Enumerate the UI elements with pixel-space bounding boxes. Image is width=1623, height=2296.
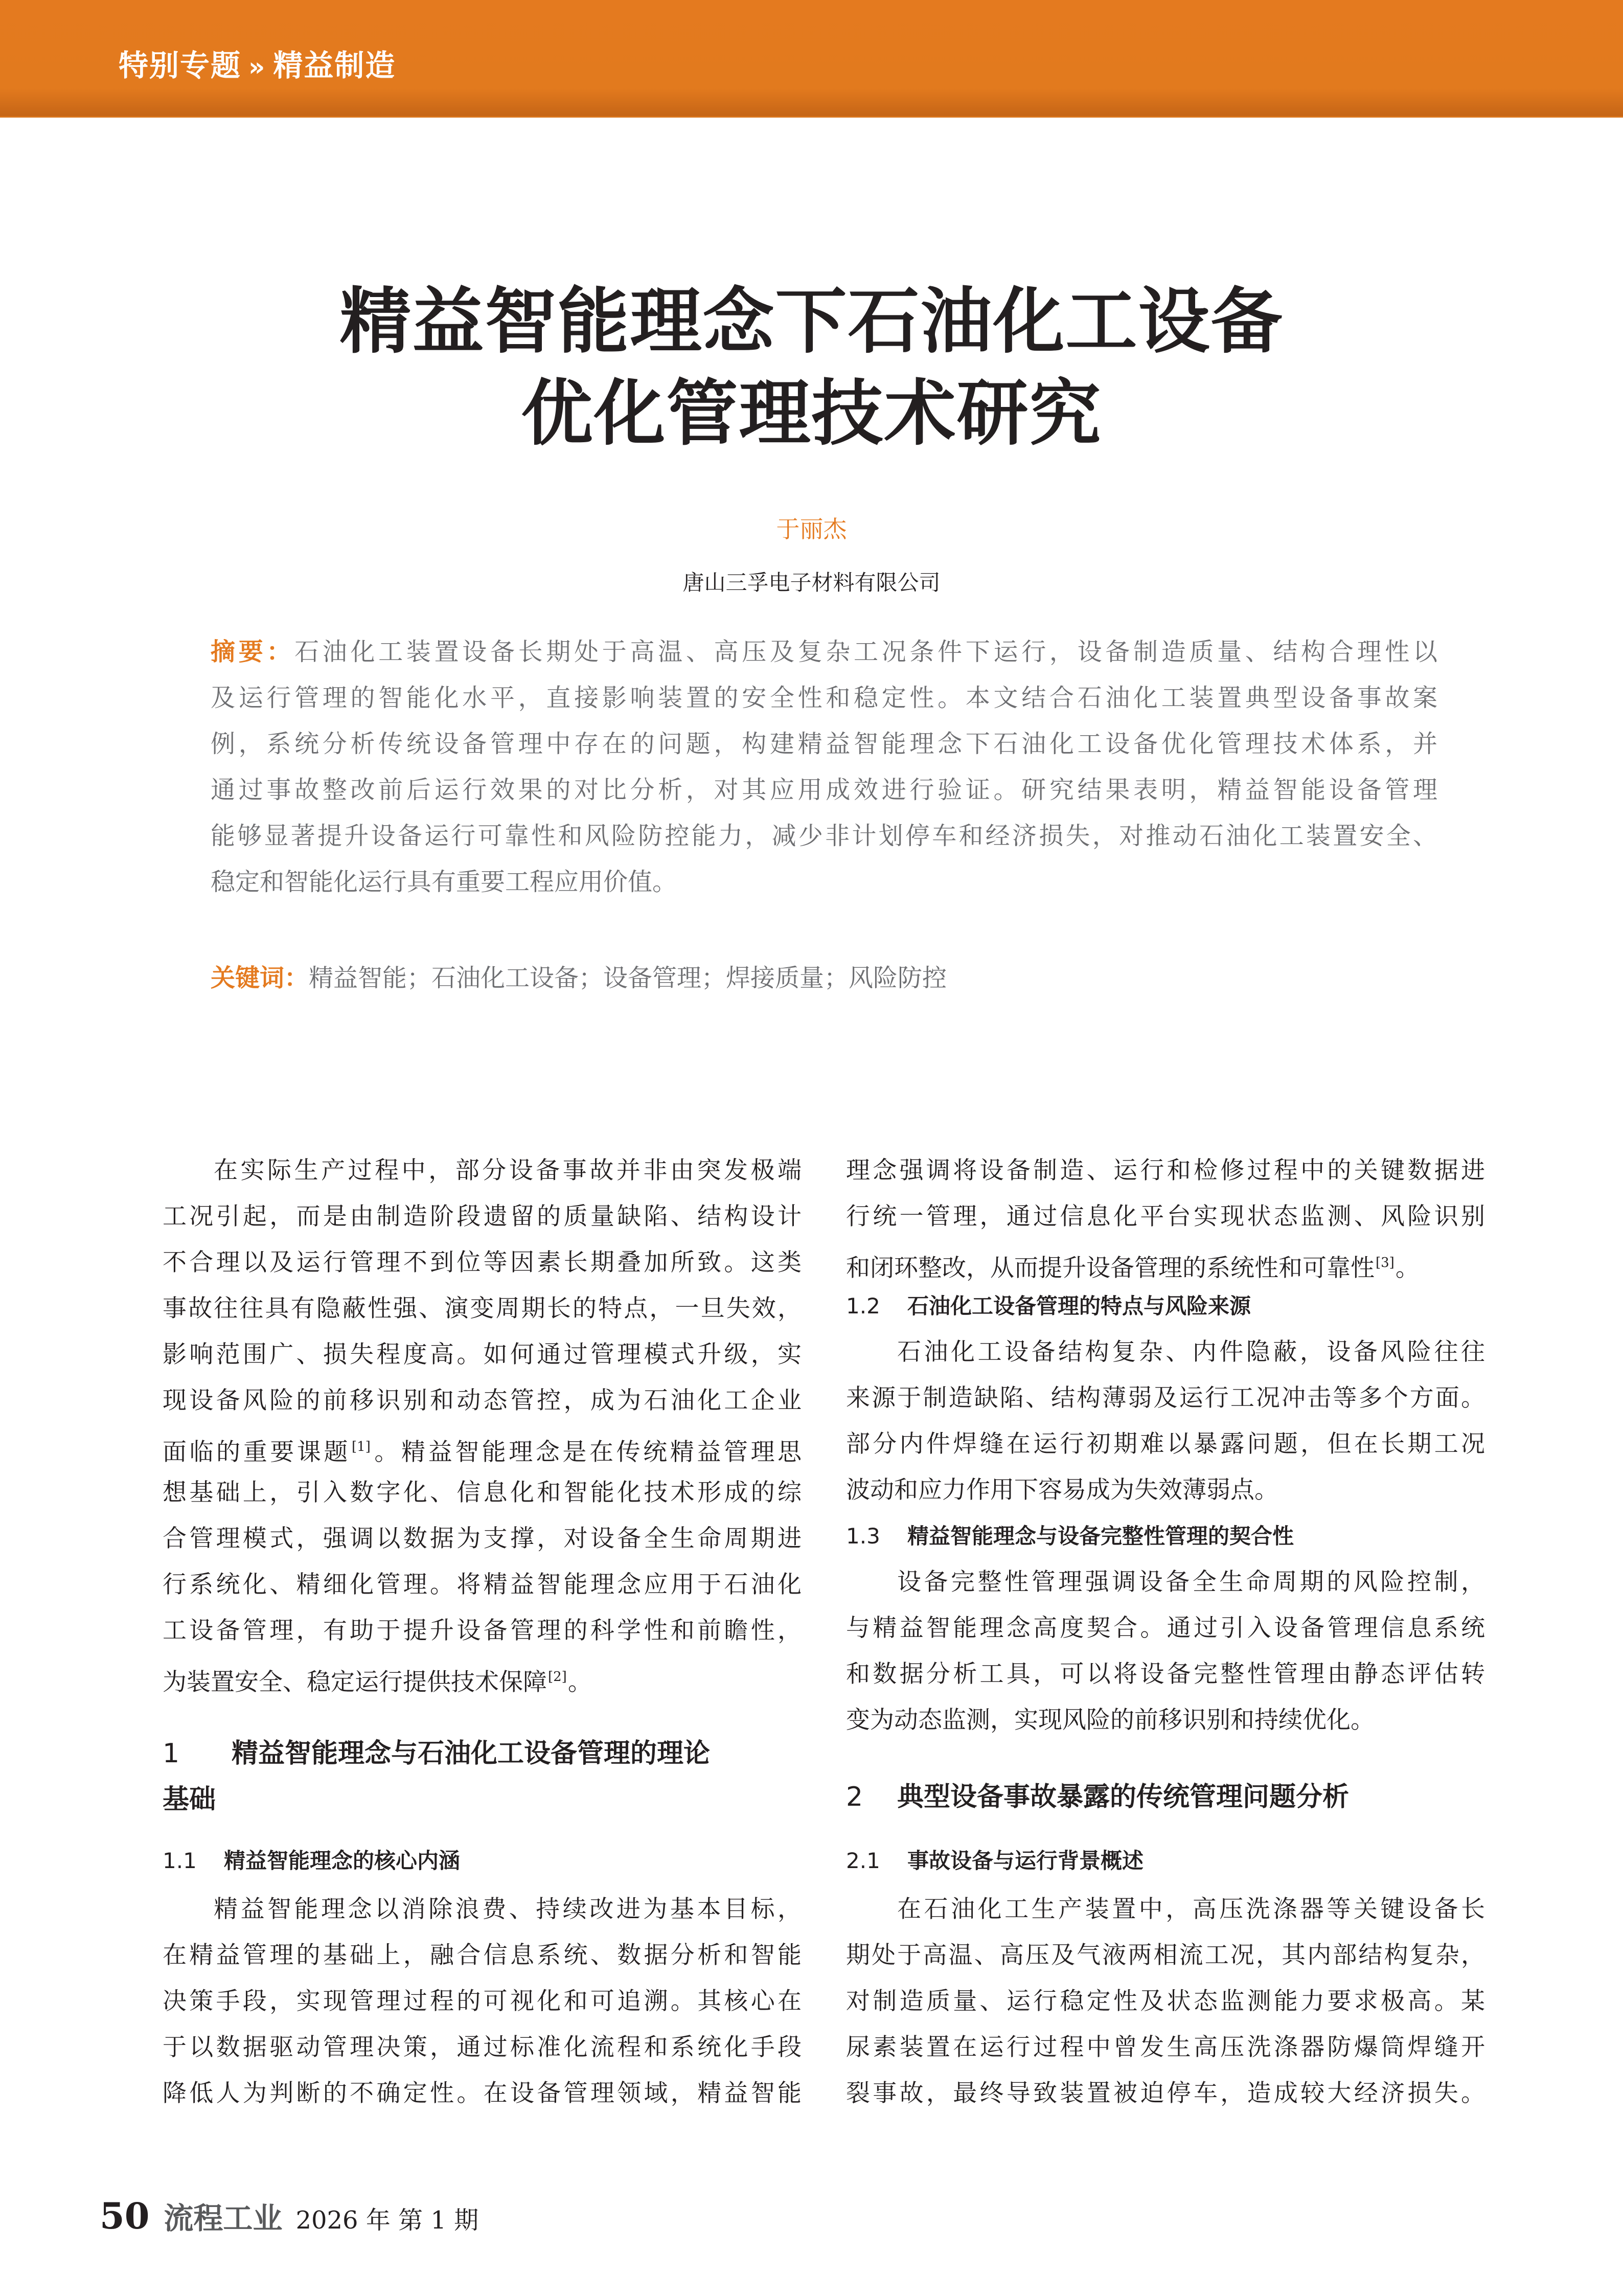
citation-1[interactable]: [1] <box>352 1439 371 1454</box>
keywords-line <box>211 955 1437 1001</box>
body-line: 裂事故，最终导致装置被迫停车，造成较大经济损失。 <box>846 2079 1485 2107</box>
body-line: 降低人为判断的不确定性。在设备管理领域，精益智能 <box>163 2079 802 2107</box>
body-line: 石油化工设备结构复杂、内件隐蔽，设备风险往往 <box>897 1338 1485 1366</box>
body-line-with-citation <box>846 1240 1485 1286</box>
abstract-text: 石油化工装置设备长期处于高温、高压及复杂工况条件下运行，设备制造质量、结构合理性以 <box>294 638 1437 666</box>
section-title: 典型设备事故暴露的传统管理问题分析 <box>897 1782 1350 1812</box>
subsection-title: 精益智能理念与设备完整性管理的契合性 <box>907 1524 1294 1549</box>
subsection-title: 精益智能理念的核心内涵 <box>224 1848 461 1873</box>
breadcrumb-separator-icon: » <box>248 52 266 82</box>
body-text: 。 <box>1395 1254 1420 1282</box>
section-title: 精益智能理念与石油化工设备管理的理论 <box>232 1738 711 1769</box>
page-footer <box>100 2196 478 2237</box>
body-line: 于以数据驱动管理决策，通过标准化流程和系统化手段 <box>163 2033 802 2061</box>
section-heading-1 <box>163 1731 710 1777</box>
page-number: 50 <box>100 2195 150 2237</box>
body-line: 想基础上，引入数字化、信息化和智能化技术形成的综 <box>163 1479 802 1507</box>
body-line: 行系统化、精细化管理。将精益智能理念应用于石油化 <box>163 1571 802 1599</box>
section-breadcrumb <box>119 47 396 84</box>
author-affiliation: 唐山三孚电子材料有限公司 <box>682 570 941 595</box>
body-line: 工况引起，而是由制造阶段遗留的质量缺陷、结构设计 <box>163 1202 802 1231</box>
section-heading-1-continued: 基础 <box>163 1784 216 1815</box>
body-text: 和闭环整改，从而提升设备管理的系统性和可靠性 <box>846 1254 1375 1282</box>
section-label: 特别专题 <box>119 48 242 83</box>
body-line: 来源于制造缺陷、结构薄弱及运行工况冲击等多个方面。 <box>846 1384 1485 1412</box>
body-line: 设备完整性管理强调设备全生命周期的风险控制， <box>897 1568 1485 1596</box>
body-line-with-citation <box>163 1654 802 1700</box>
body-line: 部分内件焊缝在运行初期难以暴露问题，但在长期工况 <box>846 1430 1485 1458</box>
body-text: 为装置安全、稳定运行提供技术保障 <box>163 1668 547 1696</box>
subsection-number: 1.3 <box>846 1524 880 1549</box>
body-line: 对制造质量、运行稳定性及状态监测能力要求极高。某 <box>846 1987 1485 2015</box>
abstract-line: 例，系统分析传统设备管理中存在的问题，构建精益智能理念下石油化工设备优化管理技术体系，并 <box>211 730 1437 758</box>
body-line: 行统一管理，通过信息化平台实现状态监测、风险识别 <box>846 1202 1485 1231</box>
keywords-label: 关键词： <box>211 964 309 992</box>
keywords-text: 精益智能；石油化工设备；设备管理；焊接质量；风险防控 <box>309 964 947 992</box>
body-line: 期处于高温、高压及气液两相流工况，其内部结构复杂， <box>846 1941 1485 1969</box>
body-line: 合管理模式，强调以数据为支撑，对设备全生命周期进 <box>163 1525 802 1553</box>
topic-label: 精益制造 <box>273 48 396 83</box>
body-line: 和数据分析工具，可以将设备完整性管理由静态评估转 <box>846 1660 1485 1688</box>
subsection-title: 石油化工设备管理的特点与风险来源 <box>907 1293 1251 1319</box>
subsection-heading-2-1 <box>846 1840 1144 1881</box>
section-heading-2 <box>846 1774 1349 1820</box>
subsection-title: 事故设备与运行背景概述 <box>907 1848 1144 1873</box>
section-number: 1 <box>163 1738 180 1769</box>
abstract-line: 及运行管理的智能化水平，直接影响装置的安全性和稳定性。本文结合石油化工装置典型设备事故案 <box>211 684 1437 712</box>
subsection-heading-1-2 <box>846 1286 1251 1327</box>
subsection-number: 1.2 <box>846 1293 880 1319</box>
section-header-band <box>0 0 1623 118</box>
abstract-line <box>211 629 1437 675</box>
article-title-line-2: 优化管理技术研究 <box>521 372 1102 456</box>
body-line: 波动和应力作用下容易成为失效薄弱点。 <box>846 1476 1278 1504</box>
citation-3[interactable]: [3] <box>1376 1255 1395 1270</box>
body-line: 在石油化工生产装置中，高压洗涤器等关键设备长 <box>897 1895 1485 1923</box>
body-line: 影响范围广、损失程度高。如何通过管理模式升级，实 <box>163 1340 802 1369</box>
issue-info: 2026 年 第 1 期 <box>295 2206 479 2235</box>
subsection-heading-1-3 <box>846 1516 1294 1557</box>
body-line: 尿素装置在运行过程中曾发生高压洗涤器防爆筒焊缝开 <box>846 2033 1485 2061</box>
body-text: 面临的重要课题 <box>163 1438 351 1466</box>
subsection-number: 1.1 <box>163 1848 197 1873</box>
body-line-with-citation <box>163 1424 802 1470</box>
abstract-line: 通过事故整改前后运行效果的对比分析，对其应用成效进行验证。研究结果表明，精益智能设备管理 <box>211 776 1437 804</box>
section-number: 2 <box>846 1782 863 1812</box>
body-line: 事故往往具有隐蔽性强、演变周期长的特点，一旦失效， <box>163 1294 802 1323</box>
body-line: 现设备风险的前移识别和动态管控，成为石油化工企业 <box>163 1386 802 1415</box>
body-line: 在实际生产过程中，部分设备事故并非由突发极端 <box>214 1156 802 1185</box>
body-line: 变为动态监测，实现风险的前移识别和持续优化。 <box>846 1706 1375 1734</box>
author-name: 于丽杰 <box>776 515 847 543</box>
body-line: 在精益管理的基础上，融合信息系统、数据分析和智能 <box>163 1941 802 1969</box>
citation-2[interactable]: [2] <box>548 1669 567 1685</box>
body-line: 决策手段，实现管理过程的可视化和可追溯。其核心在 <box>163 1987 802 2015</box>
subsection-heading-1-1 <box>163 1840 460 1881</box>
body-text: 。 <box>567 1668 592 1696</box>
article-title-line-1: 精益智能理念下石油化工设备 <box>339 280 1284 363</box>
body-line: 精益智能理念以消除浪费、持续改进为基本目标， <box>214 1895 802 1923</box>
abstract-line: 稳定和智能化运行具有重要工程应用价值。 <box>211 868 677 896</box>
body-line: 理念强调将设备制造、运行和检修过程中的关键数据进 <box>846 1156 1485 1185</box>
subsection-number: 2.1 <box>846 1848 880 1873</box>
body-line: 与精益智能理念高度契合。通过引入设备管理信息系统 <box>846 1614 1485 1642</box>
abstract-line: 能够显著提升设备运行可靠性和风险防控能力，减少非计划停车和经济损失，对推动石油化工装置安全、 <box>211 822 1437 850</box>
body-line: 工设备管理，有助于提升设备管理的科学性和前瞻性， <box>163 1617 802 1645</box>
body-text: 。精益智能理念是在传统精益管理思 <box>371 1438 802 1466</box>
journal-name: 流程工业 <box>164 2201 283 2236</box>
body-line: 不合理以及运行管理不到位等因素长期叠加所致。这类 <box>163 1248 802 1277</box>
abstract-label: 摘要： <box>211 638 295 666</box>
